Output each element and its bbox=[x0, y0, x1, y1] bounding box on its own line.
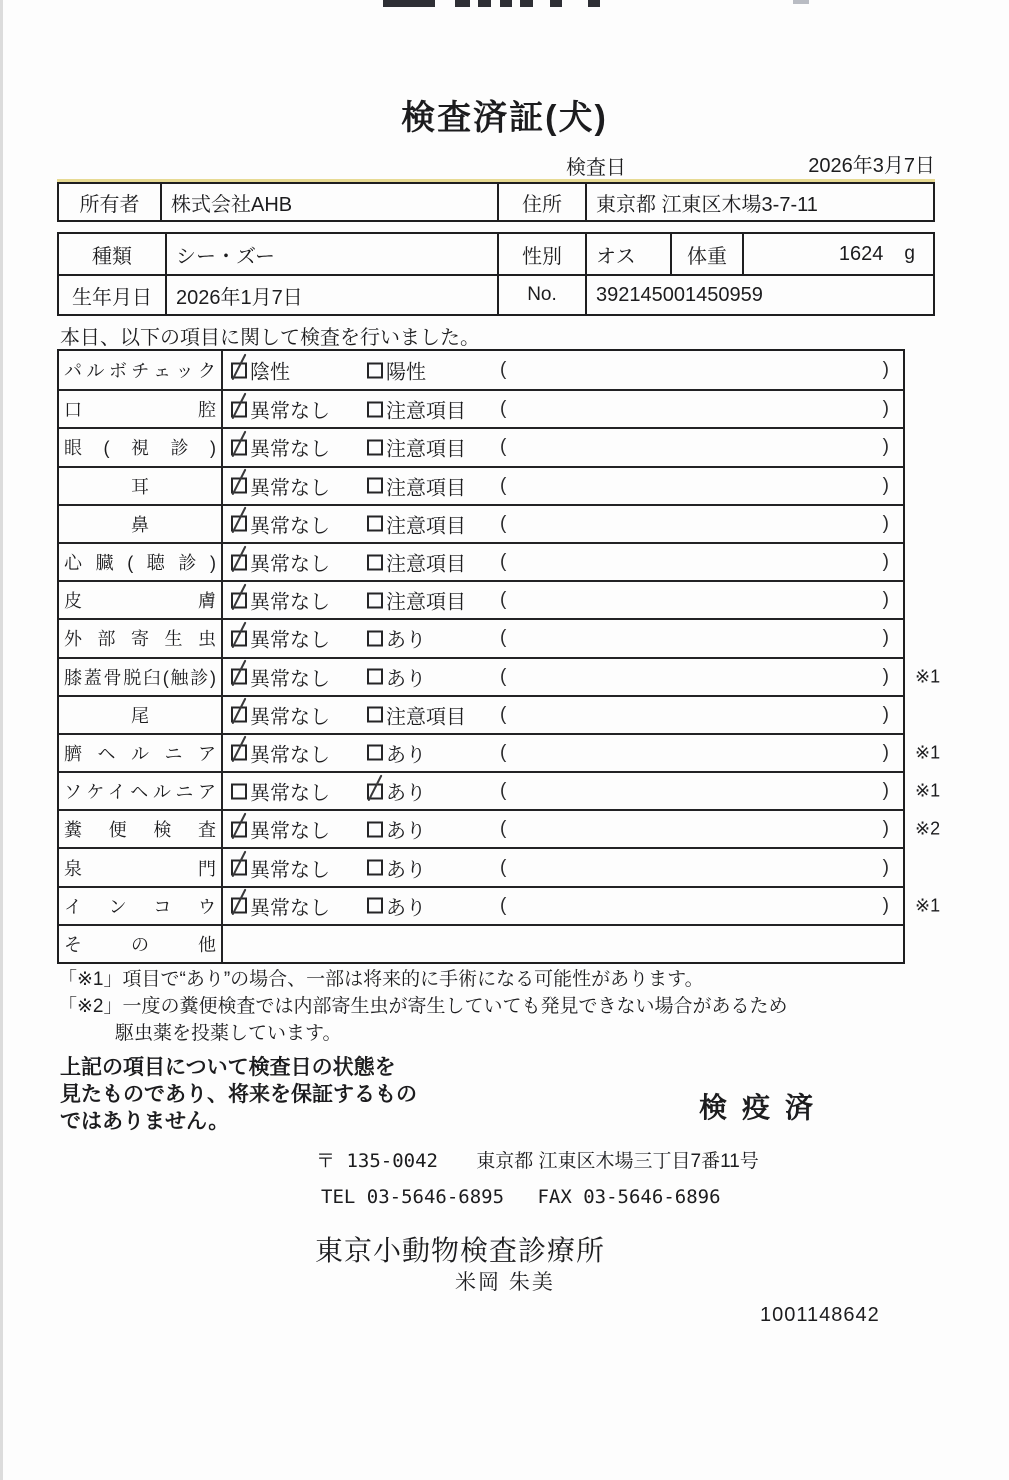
exam-option bbox=[231, 662, 330, 691]
owner-value: 株式会社AHB bbox=[162, 184, 499, 220]
paren-close: ) bbox=[882, 551, 889, 573]
exam-option bbox=[367, 700, 466, 729]
exam-option-label: 異常なし bbox=[250, 400, 330, 423]
exam-item-cell bbox=[59, 849, 223, 885]
exam-result-cell bbox=[223, 620, 903, 656]
note-reference-mark: ※2 bbox=[915, 818, 941, 839]
exam-option-label: あり bbox=[386, 859, 426, 882]
footnotes bbox=[58, 966, 788, 1047]
paren-open: ( bbox=[500, 741, 507, 763]
scan-artifact-mark bbox=[520, 0, 533, 7]
paren-close: ) bbox=[882, 703, 889, 725]
paren-open: ( bbox=[500, 589, 507, 611]
exam-item-label: 外部寄生虫 bbox=[64, 629, 216, 650]
weight-cell bbox=[744, 234, 933, 274]
exam-item-label: その他 bbox=[64, 934, 216, 955]
checkbox-unchecked-icon bbox=[367, 592, 383, 608]
paren-open: ( bbox=[500, 703, 507, 725]
exam-option-label: 異常なし bbox=[250, 668, 330, 691]
exam-option bbox=[367, 738, 426, 767]
footnote-2-continued: 駆虫薬を投薬しています。 bbox=[115, 1023, 342, 1044]
exam-option bbox=[231, 624, 330, 653]
exam-option-label: 異常なし bbox=[250, 744, 330, 767]
clinic-tel-line bbox=[321, 1186, 721, 1208]
exam-item-label: 皮膚 bbox=[64, 591, 216, 612]
paren-open: ( bbox=[500, 512, 507, 534]
exam-option-label: 異常なし bbox=[250, 706, 330, 729]
paren-open: ( bbox=[500, 551, 507, 573]
checkbox-unchecked-icon bbox=[367, 669, 383, 685]
disclaimer-line: ではありません。 bbox=[60, 1110, 230, 1133]
exam-option bbox=[231, 700, 330, 729]
paren-open: ( bbox=[500, 398, 507, 420]
exam-row bbox=[59, 886, 941, 924]
exam-option-label: 異常なし bbox=[250, 477, 330, 500]
exam-option bbox=[367, 815, 426, 844]
exam-row bbox=[59, 351, 903, 389]
exam-option-label: 注意項目 bbox=[386, 706, 466, 729]
exam-option bbox=[231, 891, 330, 920]
exam-row bbox=[59, 733, 941, 771]
clinic-postal-code: 〒 135-0042 bbox=[316, 1150, 438, 1172]
paren-close: ) bbox=[882, 398, 889, 420]
exam-option-label: 注意項目 bbox=[386, 553, 466, 576]
paren-close: ) bbox=[882, 780, 889, 802]
exam-option bbox=[367, 356, 426, 385]
paren-close: ) bbox=[882, 856, 889, 878]
exam-option-label: 注意項目 bbox=[386, 591, 466, 614]
address-value: 東京都 江東区木場3-7-11 bbox=[596, 193, 818, 216]
checkbox-checked-icon bbox=[231, 478, 247, 494]
sex-value: オス bbox=[587, 234, 672, 274]
exam-option-label: 異常なし bbox=[250, 553, 330, 576]
exam-row bbox=[59, 389, 903, 427]
exam-row bbox=[59, 427, 903, 465]
exam-option-label: 異常なし bbox=[250, 820, 330, 843]
paren-close: ) bbox=[882, 894, 889, 916]
paren-open: ( bbox=[500, 665, 507, 687]
note-reference-mark: ※1 bbox=[915, 666, 941, 687]
exam-item-label: 泉門 bbox=[64, 858, 216, 879]
exam-option bbox=[367, 433, 466, 462]
exam-result-cell bbox=[223, 773, 903, 809]
exam-row bbox=[59, 771, 941, 809]
clinic-fax: FAX 03-5646-6896 bbox=[537, 1186, 721, 1208]
exam-result-cell bbox=[223, 429, 903, 465]
paren-open: ( bbox=[500, 627, 507, 649]
checkbox-unchecked-icon bbox=[367, 401, 383, 417]
exam-result-cell bbox=[223, 391, 903, 427]
exam-item-label: 臍ヘルニア bbox=[64, 743, 216, 764]
paren-open: ( bbox=[500, 436, 507, 458]
paren-close: ) bbox=[882, 665, 889, 687]
exam-row bbox=[59, 847, 903, 885]
checkbox-checked-icon bbox=[231, 554, 247, 570]
checkbox-checked-icon bbox=[231, 821, 247, 837]
breed-value: シー・ズー bbox=[167, 234, 499, 274]
paren-open: ( bbox=[500, 474, 507, 496]
checkbox-checked-icon bbox=[231, 745, 247, 761]
exam-option-label: あり bbox=[386, 668, 426, 691]
exam-option-label: あり bbox=[386, 744, 426, 767]
exam-item-cell bbox=[59, 888, 223, 924]
exam-option-label: あり bbox=[386, 629, 426, 652]
exam-row bbox=[59, 504, 903, 542]
checkbox-unchecked-icon bbox=[231, 783, 247, 799]
exam-item-label: インコウ bbox=[64, 896, 216, 917]
exam-option bbox=[367, 509, 466, 538]
scan-artifact-mark bbox=[478, 0, 491, 7]
clinic-street: 東京都 江東区木場三丁目7番11号 bbox=[476, 1151, 759, 1172]
exam-option bbox=[367, 586, 466, 615]
exam-row bbox=[59, 618, 903, 656]
no-label: No. bbox=[499, 276, 587, 314]
scan-artifact-mark bbox=[455, 0, 470, 7]
exam-item-cell bbox=[59, 506, 223, 542]
exam-item-label: 尾 bbox=[131, 705, 149, 726]
exam-option bbox=[231, 738, 330, 767]
exam-result-cell bbox=[223, 849, 903, 885]
checkbox-checked-icon bbox=[367, 783, 383, 799]
exam-row bbox=[59, 580, 903, 618]
exam-item-cell bbox=[59, 391, 223, 427]
paren-open: ( bbox=[500, 780, 507, 802]
exam-option bbox=[367, 853, 426, 882]
serial-number: 1001148642 bbox=[760, 1304, 880, 1326]
exam-item-label: 耳 bbox=[131, 476, 149, 497]
exam-item-cell bbox=[59, 429, 223, 465]
checkbox-checked-icon bbox=[231, 516, 247, 532]
paren-open: ( bbox=[500, 856, 507, 878]
exam-row bbox=[59, 542, 903, 580]
exam-item-label: 眼(視診) bbox=[64, 438, 216, 459]
exam-row bbox=[59, 695, 903, 733]
exam-option-label: 異常なし bbox=[250, 859, 330, 882]
exam-item-label: 口腔 bbox=[64, 400, 216, 421]
exam-option bbox=[231, 356, 290, 385]
paren-close: ) bbox=[882, 627, 889, 649]
disclaimer-line: 見たものであり、将来を保証するもの bbox=[60, 1083, 417, 1106]
exam-item-cell bbox=[59, 926, 223, 962]
checkbox-checked-icon bbox=[231, 439, 247, 455]
exam-option-label: 異常なし bbox=[250, 897, 330, 920]
exam-item-cell bbox=[59, 697, 223, 733]
exam-result-cell bbox=[223, 697, 903, 733]
page-title: 検査済証(犬) bbox=[401, 99, 608, 137]
exam-option-label: あり bbox=[386, 782, 426, 805]
exam-table bbox=[57, 349, 941, 964]
note-reference-mark: ※1 bbox=[915, 780, 941, 801]
clinic-tel: TEL 03-5646-6895 bbox=[321, 1186, 505, 1208]
exam-option-label: 注意項目 bbox=[386, 438, 466, 461]
disclaimer-line: 上記の項目について検査日の状態を bbox=[60, 1056, 396, 1079]
exam-item-cell bbox=[59, 468, 223, 504]
checkbox-unchecked-icon bbox=[367, 439, 383, 455]
exam-item-cell bbox=[59, 544, 223, 580]
exam-item-cell bbox=[59, 620, 223, 656]
paren-open: ( bbox=[500, 359, 507, 381]
exam-result-cell bbox=[223, 811, 903, 847]
exam-option bbox=[231, 777, 330, 806]
inspection-date-value: 2026年3月7日 bbox=[808, 155, 935, 177]
checkbox-unchecked-icon bbox=[367, 554, 383, 570]
checkbox-unchecked-icon bbox=[367, 478, 383, 494]
inspection-date-label: 検査日 bbox=[566, 157, 626, 179]
exam-result-cell bbox=[223, 659, 903, 695]
exam-option-label: あり bbox=[386, 897, 426, 920]
no-value: 392145001450959 bbox=[596, 283, 763, 306]
exam-option bbox=[231, 395, 330, 424]
exam-result-cell bbox=[223, 468, 903, 504]
paren-close: ) bbox=[882, 741, 889, 763]
footnote-1: 「※1」項目で“あり”の場合、一部は将来的に手術になる可能性があります。 bbox=[58, 969, 704, 990]
exam-item-label: ソケイヘルニア bbox=[64, 782, 216, 803]
exam-item-label: パルボチェック bbox=[64, 361, 216, 382]
exam-item-cell bbox=[59, 659, 223, 695]
paren-close: ) bbox=[882, 589, 889, 611]
birth-value: 2026年1月7日 bbox=[167, 276, 499, 314]
checkbox-checked-icon bbox=[231, 860, 247, 876]
checkbox-checked-icon bbox=[231, 669, 247, 685]
paren-close: ) bbox=[882, 474, 889, 496]
scan-artifact-mark bbox=[500, 0, 512, 7]
exam-option-label: 異常なし bbox=[250, 515, 330, 538]
breed-row bbox=[59, 234, 933, 274]
exam-option bbox=[367, 662, 426, 691]
exam-option bbox=[231, 815, 330, 844]
exam-option-label: 異常なし bbox=[250, 591, 330, 614]
scan-artifact-mark bbox=[383, 0, 435, 7]
exam-option bbox=[367, 891, 426, 920]
disclaimer-text bbox=[60, 1054, 417, 1135]
exam-option bbox=[367, 777, 426, 806]
exam-result-cell bbox=[223, 351, 903, 389]
exam-option-label: 陰性 bbox=[250, 361, 290, 384]
exam-option bbox=[231, 548, 330, 577]
exam-option-label: 注意項目 bbox=[386, 400, 466, 423]
exam-option bbox=[231, 471, 330, 500]
breed-label: 種類 bbox=[59, 234, 167, 274]
clinic-address-line bbox=[316, 1146, 759, 1173]
exam-item-cell bbox=[59, 773, 223, 809]
exam-row bbox=[59, 657, 941, 695]
address-label: 住所 bbox=[499, 184, 587, 220]
birth-row bbox=[59, 274, 933, 314]
owner-label: 所有者 bbox=[59, 184, 162, 220]
paren-close: ) bbox=[882, 359, 889, 381]
exam-item-cell bbox=[59, 582, 223, 618]
intro-text: 本日、以下の項目に関して検査を行いました。 bbox=[60, 327, 480, 349]
clinic-name: 東京小動物検査診療所 bbox=[315, 1235, 606, 1266]
paren-close: ) bbox=[882, 436, 889, 458]
exam-option bbox=[367, 395, 466, 424]
checkbox-checked-icon bbox=[231, 898, 247, 914]
checkbox-unchecked-icon bbox=[367, 630, 383, 646]
exam-item-label: 膝蓋骨脱臼(触診) bbox=[64, 667, 216, 688]
pet-info-table bbox=[57, 232, 935, 316]
checkbox-unchecked-icon bbox=[367, 516, 383, 532]
exam-item-cell bbox=[59, 351, 223, 389]
exam-option-label: 異常なし bbox=[250, 782, 330, 805]
exam-result-cell bbox=[223, 735, 903, 771]
checkbox-checked-icon bbox=[231, 592, 247, 608]
exam-option bbox=[231, 586, 330, 615]
exam-option bbox=[231, 853, 330, 882]
paren-close: ) bbox=[882, 818, 889, 840]
quarantine-stamp: 検疫済 bbox=[699, 1092, 829, 1123]
paren-open: ( bbox=[500, 818, 507, 840]
owner-row bbox=[59, 184, 933, 220]
checkbox-unchecked-icon bbox=[367, 362, 383, 378]
checkbox-checked-icon bbox=[231, 362, 247, 378]
exam-row bbox=[59, 809, 941, 847]
exam-item-label: 心臓(聴診) bbox=[64, 553, 216, 574]
paren-close: ) bbox=[882, 512, 889, 534]
exam-result-cell bbox=[223, 926, 903, 962]
scan-artifact-mark bbox=[793, 0, 809, 4]
veterinarian-name: 米岡 朱美 bbox=[455, 1271, 555, 1294]
exam-option-label: 注意項目 bbox=[386, 477, 466, 500]
exam-result-cell bbox=[223, 888, 903, 924]
checkbox-unchecked-icon bbox=[367, 745, 383, 761]
exam-row bbox=[59, 466, 903, 504]
exam-result-cell bbox=[223, 544, 903, 580]
note-reference-mark: ※1 bbox=[915, 742, 941, 763]
note-reference-mark: ※1 bbox=[915, 895, 941, 916]
checkbox-checked-icon bbox=[231, 401, 247, 417]
exam-option-label: あり bbox=[386, 820, 426, 843]
paren-open: ( bbox=[500, 894, 507, 916]
exam-option bbox=[367, 548, 466, 577]
exam-item-label: 鼻 bbox=[131, 514, 149, 535]
exam-item-cell bbox=[59, 735, 223, 771]
sex-label: 性別 bbox=[499, 234, 587, 274]
exam-option bbox=[231, 509, 330, 538]
exam-option bbox=[367, 471, 466, 500]
checkbox-unchecked-icon bbox=[367, 898, 383, 914]
checkbox-checked-icon bbox=[231, 707, 247, 723]
birth-label: 生年月日 bbox=[59, 276, 167, 314]
exam-option-label: 異常なし bbox=[250, 629, 330, 652]
exam-option bbox=[231, 433, 330, 462]
exam-item-label: 糞便検査 bbox=[64, 820, 216, 841]
checkbox-unchecked-icon bbox=[367, 707, 383, 723]
checkbox-unchecked-icon bbox=[367, 860, 383, 876]
exam-result-cell bbox=[223, 506, 903, 542]
weight-value: 1624 bbox=[838, 242, 884, 265]
scan-artifact-mark bbox=[550, 0, 562, 7]
scan-artifact-mark bbox=[588, 0, 600, 7]
weight-label: 体重 bbox=[672, 234, 744, 274]
exam-option-label: 陽性 bbox=[386, 361, 426, 384]
owner-table bbox=[57, 182, 935, 222]
footnote-2: 「※2」一度の糞便検査では内部寄生虫が寄生していても発見できない場合があるため bbox=[58, 996, 788, 1017]
checkbox-unchecked-icon bbox=[367, 821, 383, 837]
exam-item-cell bbox=[59, 811, 223, 847]
exam-option-label: 注意項目 bbox=[386, 515, 466, 538]
exam-row bbox=[59, 924, 903, 962]
exam-result-cell bbox=[223, 582, 903, 618]
checkbox-checked-icon bbox=[231, 630, 247, 646]
exam-option-label: 異常なし bbox=[250, 438, 330, 461]
weight-unit: g bbox=[904, 243, 915, 264]
exam-option bbox=[367, 624, 426, 653]
